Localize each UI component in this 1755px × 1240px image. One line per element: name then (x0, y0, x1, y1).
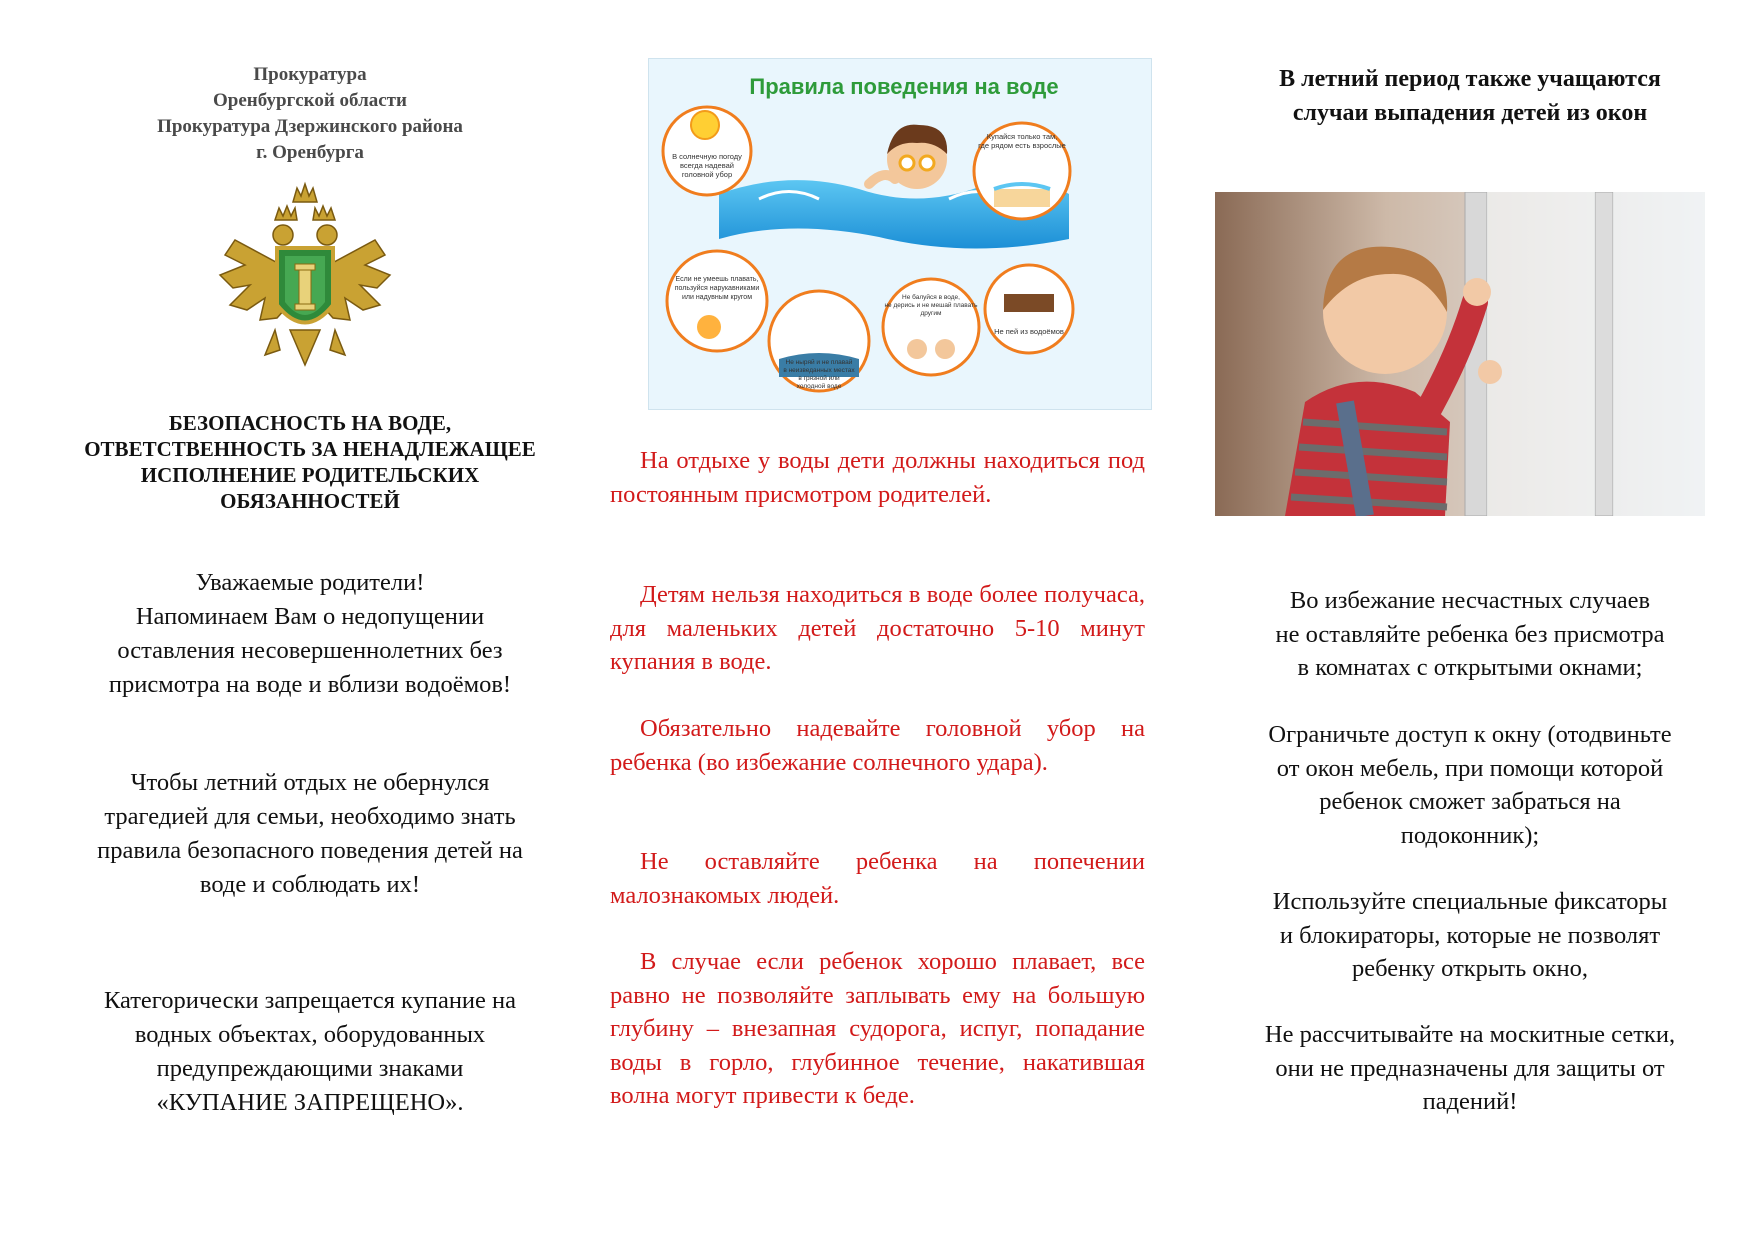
prosecutor-emblem (205, 180, 405, 380)
text-line: правила безопасного поведения детей на (97, 837, 523, 864)
org-line: Прокуратура Дзержинского района (157, 116, 463, 137)
text-line: трагедией для семьи, необходимо знать (104, 803, 516, 830)
svg-text:Не балуйся в воде,не дерись и: Не балуйся в воде, не дерись и не мешай плавать другим (884, 294, 978, 317)
tip-line: от окон мебель, при помощи которой (1276, 754, 1664, 782)
tip-line: ребенок сможет забраться на (1319, 788, 1621, 815)
left-column (40, 0, 580, 1240)
text-line: предупреждающими знаками (156, 1055, 464, 1082)
tip-line: Во избежание несчастных случаев (1289, 587, 1651, 614)
middle-column (610, 0, 1145, 1240)
supervision-tip (1215, 584, 1725, 685)
org-line: Прокуратура (253, 64, 367, 85)
svg-text:Если не умеешь плавать,пользуй: Если не умеешь плавать, пользуйся нарукавниками или надувным кругом (674, 276, 760, 301)
furniture-tip (1215, 718, 1725, 852)
tip-line: не оставляйте ребенка без присмотра (1275, 620, 1665, 648)
tip-line: и блокираторы, которые не позволят (1279, 921, 1661, 949)
text-line: Чтобы летний отдых не обернулся (130, 769, 490, 796)
right-column (1215, 0, 1725, 1240)
title-line: ИСПОЛНЕНИЕ РОДИТЕЛЬСКИХ (140, 463, 480, 487)
deep-water-paragraph: В случае если ребенок хорошо плавает, все равно не позволяйте заплывать ему на большую глубину – внезапная судорога, испуг, попадание воды в горло, глубинное течение, накатившая волна могут привести к беде. (610, 948, 1145, 1109)
svg-text:Купайся только там,где рядом е: Купайся только там, где рядом есть взрослые (978, 132, 1066, 150)
tip-line: подоконник); (1400, 821, 1540, 849)
ban-paragraph (40, 984, 580, 1120)
title-line: В летний период также учащаются (1279, 66, 1661, 92)
water-rules-poster (648, 58, 1152, 410)
tip-line: ребенку открыть окно, (1351, 955, 1589, 982)
child-at-window-photo (1215, 192, 1705, 516)
poster-title: Правила поведения на воде (749, 74, 1059, 99)
windows-title (1215, 62, 1725, 130)
svg-text:Не пей из водоёмов: Не пей из водоёмов (994, 327, 1064, 336)
supervision-paragraph: На отдыхе у воды дети должны находиться под постоянным присмотром родителей. (610, 447, 1145, 508)
window-lock-tip (1215, 885, 1725, 986)
title-line: ОТВЕТСТВЕННОСТЬ ЗА НЕНАДЛЕЖАЩЕЕ (84, 437, 536, 461)
strangers-paragraph: Не оставляйте ребенка на попечении малознакомых людей. (610, 848, 1145, 909)
org-line: Оренбургской области (213, 90, 407, 111)
title-line: БЕЗОПАСНОСТЬ НА ВОДЕ, (168, 411, 452, 435)
mosquito-net-tip (1215, 1018, 1725, 1119)
time-limit-paragraph: Детям нельзя находиться в воде более получаса, для маленьких детей достаточно 5-10 минут купания в воде. (610, 581, 1145, 675)
text-line: Напоминаем Вам о недопущении (135, 603, 485, 630)
title-line: ОБЯЗАННОСТЕЙ (220, 489, 400, 513)
text-line: оставления несовершеннолетних без (117, 637, 503, 664)
tip-line: в комнатах с открытыми окнами; (1297, 654, 1643, 681)
leaflet-title (40, 410, 580, 514)
tip-line: Ограничьте доступ к окну (отодвиньте (1268, 721, 1672, 748)
summer-paragraph (40, 766, 580, 902)
title-line: случаи выпадения детей из окон (1292, 100, 1648, 126)
tip-line: падений! (1422, 1088, 1518, 1115)
organization-header (40, 62, 580, 166)
text-line: Категорически запрещается купание на (103, 987, 517, 1014)
tip-line: они не предназначены для защиты от (1275, 1054, 1665, 1082)
org-line: г. Оренбурга (256, 142, 364, 163)
greeting-paragraph (40, 566, 580, 702)
svg-text:В солнечную погодувсегда надев: В солнечную погоду всегда надевай головной убор (672, 152, 742, 179)
text-line: присмотра на воде и вблизи водоёмов! (108, 671, 512, 698)
text-line: Уважаемые родители! (195, 569, 425, 596)
tip-line: Используйте специальные фиксаторы (1272, 888, 1668, 915)
text-line: водных объектах, оборудованных (134, 1021, 486, 1048)
svg-text:Не ныряй и не плавайв неизведа: Не ныряй и не плавай в неизведанных местах в грязной или холодной воде (783, 359, 855, 390)
headwear-paragraph: Обязательно надевайте головной убор на ребенка (во избежание солнечного удара). (610, 715, 1145, 776)
text-line: «КУПАНИЕ ЗАПРЕЩЕНО». (156, 1089, 464, 1116)
text-line: воде и соблюдать их! (199, 871, 421, 898)
tip-line: Не рассчитывайте на москитные сетки, (1264, 1021, 1676, 1048)
